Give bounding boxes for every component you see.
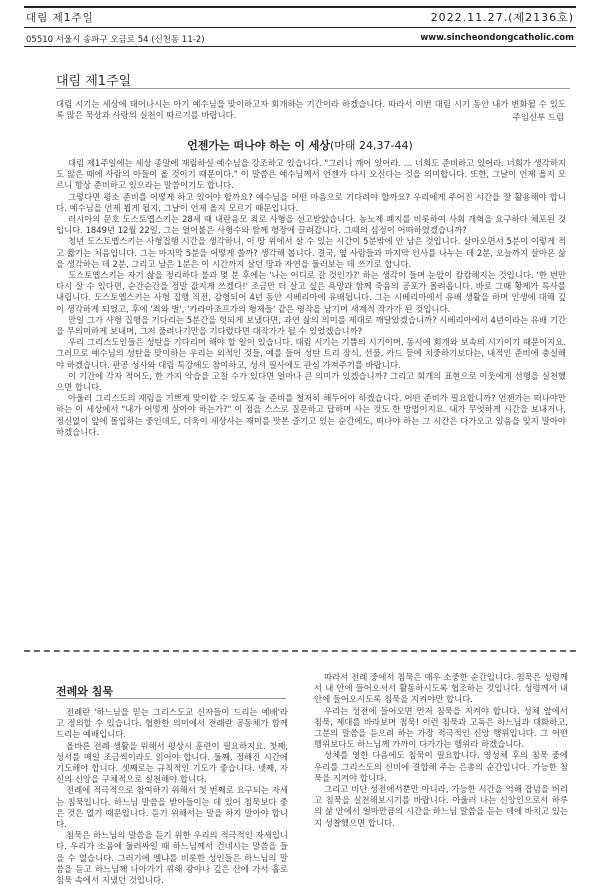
scripture-reference: (마태 24,37-44) <box>330 139 413 152</box>
paragraph: 도스토옙스키는 자기 삶을 정리하다 불과 몇 분 후에는 '나는 어디로 갈 것인가?' 하는 생각이 들며 눈앞이 캄캄해지는 것입니다. '한 번만 다시 살 수 있다면, 순간순간을 정말 값지게 쓰겠다!' 조금만 더 살고 싶은 욕망과 함께 죽음의 공포가 몰려옵니다. 바로 그때 황제가 특사를 내립니다. 도스토옙스키는 사형 집행 직전, 감형되어 4년 동안 시베리아에 유배됩니다. 그는 시베리아에서 유배 생활을 하며 인생에 대해 깊이 생각하게 되었고, 후에 '죄와 벌', '카라마조프가의 형제들' 같은 명작을 남기며 세계적 작가가 된 것입니다. <box>56 270 566 314</box>
paragraph: 그렇다면 평소 준비를 어떻게 하고 있어야 할까요? 예수님을 어떤 마음으로 기다려야 할까요? 우리에게 주어진 시간을 잘 활용해야 합니다. 예수님을 언제 뵙게 될지, 그날이 언제 올지 모르기 때문입니다. <box>56 191 566 213</box>
signature: 주임신부 드림 <box>512 112 564 122</box>
paragraph: 따라서 전례 중에서 침묵은 매우 소중한 순간입니다. 침묵은 성령께서 내 안에 들어오셔서 활동하시도록 협조하는 것입니다. 성령께서 내 안에 들어오시도록 침묵을 지켜야만 합니다. <box>314 672 568 705</box>
address-row <box>26 33 574 45</box>
paragraph: 전례에 적극적으로 참여하기 위해서 첫 번째로 요구되는 자세는 침묵입니다. 하느님 말씀을 받아들이는 데 있어 침묵보다 좋은 것은 없기 때문입니다. 듣기 위해서는 말을 하지 말아야 합니다. <box>56 785 288 830</box>
article-title: 언젠가는 떠나야 하는 이 세상 <box>187 139 331 152</box>
paragraph: 대림 제1주일에는 세상 종말에 재림하실 예수님을 강조하고 있습니다. "그러니 깨어 있어라. … 너희도 준비하고 있어라. 너희가 생각하지도 않은 때에 사람의 아들이 올 것이기 때문이다." 이 말씀은 예수님께서 언젠가 다시 오신다는 것을 의미합니다. 또한, 그날이 언제 올지 모르니 항상 준비하고 있으라는 말씀이기도 합니다. <box>56 158 566 191</box>
top-rule <box>24 6 576 8</box>
intro-text: 대림 시기는 세상에 태어나시는 아기 예수님을 맞이하고자 회개하는 기간이라 하겠습니다. 따라서 이번 대림 시기 동안 내가 변화될 수 있도록 많은 묵상과 사랑의 실천이 따르기를 바랍니다. <box>56 99 566 121</box>
section-underline <box>56 698 286 699</box>
left-column <box>56 707 288 886</box>
church-url[interactable]: www.sincheondongcatholic.com <box>420 33 574 43</box>
paragraph: 우리는 성전에 들어오면 먼저 침묵을 지켜야 합니다. 성체 앞에서 침묵, 제대를 바라보며 침묵! 이런 침묵과 고독은 하느님과 대화하고, 그분의 말씀을 듣으려 하는 가장 적극적인 신앙 행위입니다. 그 어떤 행위보다도 하느님께 가까이 다가가는 행위라 하겠습니다. <box>314 705 568 750</box>
paragraph: 올바른 전례 생활을 위해서 평상시 훈련이 필요하지요. 첫째, 성서를 매일 조금씩이라도 읽어야 합니다. 둘째, 정해진 시간에 기도해야 합니다. 셋째로는 규칙적인 기도가 좋습니다. 넷째, 자신의 신앙을 구체적으로 실천해야 합니다. <box>56 740 288 785</box>
paragraph: 그리고 비단 성전에서뿐만 아니라, 가능한 시간을 억해 잡념을 버리고 침묵을 실천해보시기를 바랍니다. 아울러 나는 신앙인으로서 하루의 삶 안에서 얼마만큼의 시간을 하느님 말씀을 듣는 데에 바치고 있는지 성찰했으면 합니다. <box>314 784 568 828</box>
divider <box>24 46 576 47</box>
article-heading <box>0 137 600 153</box>
church-address: 05510 서울시 송파구 오금로 54 (신천동 11-2) <box>26 35 205 45</box>
paragraph: 러시아의 문호 도스토옙스키는 28세 때 내란음모 죄로 사형을 선고받았습니다. 농노제 폐지를 비롯하여 사회 개혁을 요구하다 체포된 것입니다. 1849년 12월 22일, 그는 얼어붙은 사형수와 함께 형장에 끌려갑니다. 그때의 심정이 어떠하였겠습니까? <box>56 214 566 236</box>
paragraph: 우리 그리스도인들은 성탄을 기다리며 해야 할 일이 있습니다. 대림 시기는 기쁨의 시기이며, 동시에 회개와 보속의 시기이기 때문이지요. 그러므로 예수님의 성탄을 맞이하는 우리는 외적인 것들, 예를 들어 성탄 트리 장식, 선물, 카드 등에 치중하기보다는, 내적인 준비에 충실해야 하겠습니다. 판공 성사와 대림 특강에도 참여하고, 성서 필사에도 관심 가져주기를 바랍니다. <box>56 337 566 370</box>
divider <box>24 27 576 28</box>
section-underline <box>56 88 570 89</box>
paragraph: 이 기간에 각자 적어도, 한 가지 악습을 고칠 수가 있다면 얼마나 큰 의미가 있겠습니까? 그리고 회개의 표현으로 이웃에게 선행을 실천했으면 합니다. <box>56 370 566 393</box>
right-column <box>314 672 568 829</box>
masthead <box>26 9 574 25</box>
issue-sunday: 대림 제1주일 <box>26 12 94 24</box>
paragraph: 침묵은 하느님의 말씀을 듣기 위한 우리의 적극적인 자세입니다. 우리가 소음에 둘러싸일 때 하느님께서 건네시는 말씀을 들을 수 없습니다. 그러기에 엘냐를 비롯한 성인들은 하느님의 말씀을 듣고 하느님께 나아가기 위해 광야나 깊은 산에 가서 홀로 침묵 속에서 지냈던 것입니다. <box>56 830 288 886</box>
issue-date: 2022.11.27.(제2136호) <box>430 11 574 24</box>
article-body <box>56 158 566 438</box>
paragraph: 전례란 '하느님을 믿는 그리스도교 신자들이 드리는 예배'라고 정의할 수 있습니다. 협한한 의미에서 전례란 공동체가 함께 드리는 예배입니다. <box>56 707 288 740</box>
paragraph: 성체를 영한 다음에도 침묵이 필요합니다. 영성체 후의 침묵 중에 우리를 그리스도의 신비에 결합해 주는 은총의 순간입니다. 가능한 침묵을 지켜야 합니다. <box>314 750 568 783</box>
section-title: 대림 제1주일 <box>56 74 132 89</box>
dashed-separator <box>24 650 576 652</box>
section-title: 전례와 침묵 <box>56 685 113 698</box>
paragraph: 청년 도스토옙스키는 사형집행 시간을 생각하니, 이 땅 위에서 살 수 있는 시간이 5분밖에 안 남은 것입니다. 살아오면서 5분이 이렇게 적고 짧기는 처음입니다. 그는 마지막 5분을 어떻게 쓸까? 생각해 봅니다. 결국, 옆 사람들과 마지막 인사를 나누는 데 2분, 오늘까지 살아온 삶을 생각하는 데 2분, 그리고 남은 1분은 이 시간까지 살던 땅과 자연을 둘러보는 데 쓰기로 합니다. <box>56 236 566 269</box>
paragraph: 만일 그가 사형 집행을 기다리는 5분간을 헛되게 보냈다면, 과연 삶의 의미를 제대로 깨달았겠습니까? 시베리아에서 4년이라는 유배 기간을 무의미하게 보내며, 그저 풀려나기만을 기다렸다면 대작가가 될 수 있었겠습니까? <box>56 314 566 337</box>
paragraph: 아울러 그리스도의 재림을 기쁘게 맞이할 수 있도록 늘 준비를 철저히 해두어야 하겠습니다. 어떤 준비가 필요합니까? 언젠가는 떠나야만 하는 이 세상에서 "내가 어떻게 살아야 하는가?" 이 점을 스스로 질문하고 답하며 사는 것도 한 방법이지요. 내가 무엇하게 시간을 보내거나, 정신없이 앞에 몰입하는 중인데도, 더욱이 세상사는 재미를 맛본 즐기고 있는 순간에도, 떠나야 하는 그 시간은 다가오고 있음을 잊지 말아야 하겠습니다. <box>56 393 566 437</box>
